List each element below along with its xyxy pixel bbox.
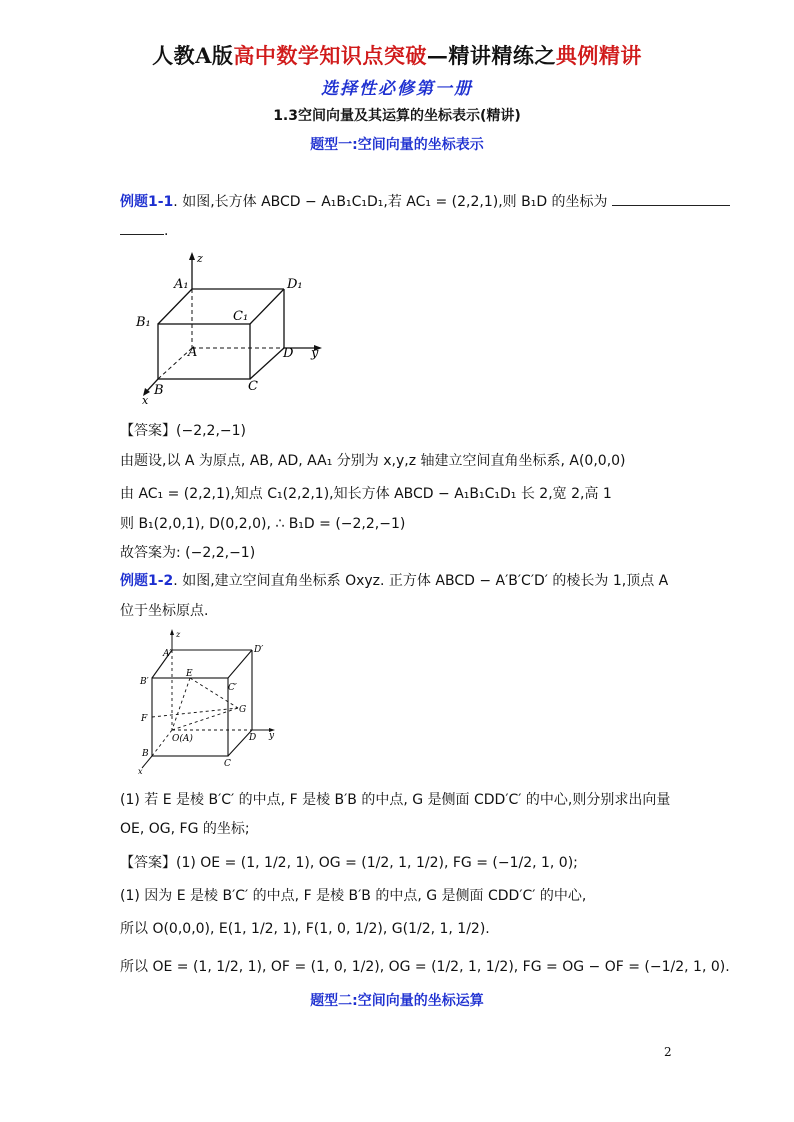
- cube-x-label: x: [138, 767, 143, 776]
- example2-answer: 【答案】(1) OE = (1, 1/2, 1), OG = (1/2, 1, 1/2), FG = (−1/2, 1, 0);: [120, 855, 578, 871]
- label-C1: C₁: [233, 309, 249, 324]
- label-B-prime: B′: [140, 677, 149, 687]
- example2-solution-3: 所以 OE = (1, 1/2, 1), OF = (1, 0, 1/2), OG = (1/2, 1, 1/2), FG = OG − OF = (−1/2, 1, 0).: [120, 959, 730, 975]
- document-title: 人教A版高中数学知识点突破—精讲精练之典例精讲: [152, 43, 642, 68]
- example1-solution-3: 则 B₁(2,0,1), D(0,2,0), ∴ B₁D = (−2,2,−1): [120, 516, 406, 532]
- example1-solution-4: 故答案为: (−2,2,−1): [120, 545, 256, 561]
- label-D-prime: D′: [254, 645, 264, 655]
- example1-solution-1: 由题设,以 A 为原点, AB, AD, AA₁ 分别为 x,y,z 轴建立空间直角坐标系, A(0,0,0): [120, 453, 626, 469]
- label-D: D: [283, 346, 294, 361]
- label-C: C: [224, 759, 231, 769]
- cuboid-figure: [128, 246, 338, 406]
- label-C: C: [248, 379, 258, 394]
- label-D1: D₁: [287, 277, 303, 292]
- section-title: 1.3空间向量及其运算的坐标表示(精讲): [273, 108, 521, 124]
- example2-question-cont: 位于坐标原点.: [120, 603, 209, 619]
- example1-question: 例题1-1. 如图,长方体 ABCD − A₁B₁C₁D₁,若 AC₁ = (2,2,1),则 B₁D 的坐标为: [120, 191, 730, 211]
- type2-title: 题型二:空间向量的坐标运算: [310, 993, 484, 1009]
- y-axis-label: y: [311, 346, 319, 361]
- label-E: E: [186, 669, 193, 679]
- example2-part1-question: (1) 若 E 是棱 B′C′ 的中点, F 是棱 B′B 的中点, G 是侧面 CDD′C′ 的中心,则分别求出向量: [120, 792, 671, 808]
- answer-blank-cont: [120, 222, 164, 235]
- example1-question-cont: .: [120, 222, 168, 239]
- cube-z-label: z: [176, 630, 181, 639]
- label-B: B: [142, 749, 149, 759]
- label-G: G: [239, 705, 247, 715]
- label-O-A: O(A): [172, 734, 193, 744]
- label-A-prime: A′: [163, 649, 172, 659]
- label-B: B: [154, 383, 164, 398]
- example1-label: 例题1-1: [120, 194, 174, 210]
- label-B1: B₁: [136, 315, 151, 330]
- label-C-prime: C′: [228, 683, 237, 693]
- label-A: A: [188, 345, 198, 360]
- label-D: D: [249, 733, 257, 743]
- cube-y-label: y: [269, 731, 275, 741]
- example1-solution-2: 由 AC₁ = (2,2,1),知点 C₁(2,2,1),知长方体 ABCD − A₁B₁C₁D₁ 长 2,宽 2,高 1: [120, 486, 612, 502]
- page-number: 2: [664, 1045, 672, 1059]
- example2-part1-question-cont: OE, OG, FG 的坐标;: [120, 821, 250, 837]
- answer-blank: [612, 193, 730, 206]
- example2-solution-1: (1) 因为 E 是棱 B′C′ 的中点, F 是棱 B′B 的中点, G 是侧面 CDD′C′ 的中心,: [120, 888, 587, 904]
- x-axis-label: x: [142, 394, 149, 406]
- document-subtitle: 选择性必修第一册: [321, 79, 473, 99]
- example2-label: 例题1-2: [120, 573, 174, 589]
- example1-answer: 【答案】(−2,2,−1): [120, 423, 247, 439]
- example2-solution-2: 所以 O(0,0,0), E(1, 1/2, 1), F(1, 0, 1/2), G(1/2, 1, 1/2).: [120, 921, 490, 937]
- z-axis-label: z: [197, 252, 203, 265]
- cube-figure: [132, 628, 292, 778]
- label-F: F: [141, 714, 148, 724]
- example2-question: 例题1-2. 如图,建立空间直角坐标系 Oxyz. 正方体 ABCD − A′B′C′D′ 的棱长为 1,顶点 A: [120, 573, 669, 589]
- label-A1: A₁: [174, 277, 189, 292]
- type1-title: 题型一:空间向量的坐标表示: [310, 137, 484, 153]
